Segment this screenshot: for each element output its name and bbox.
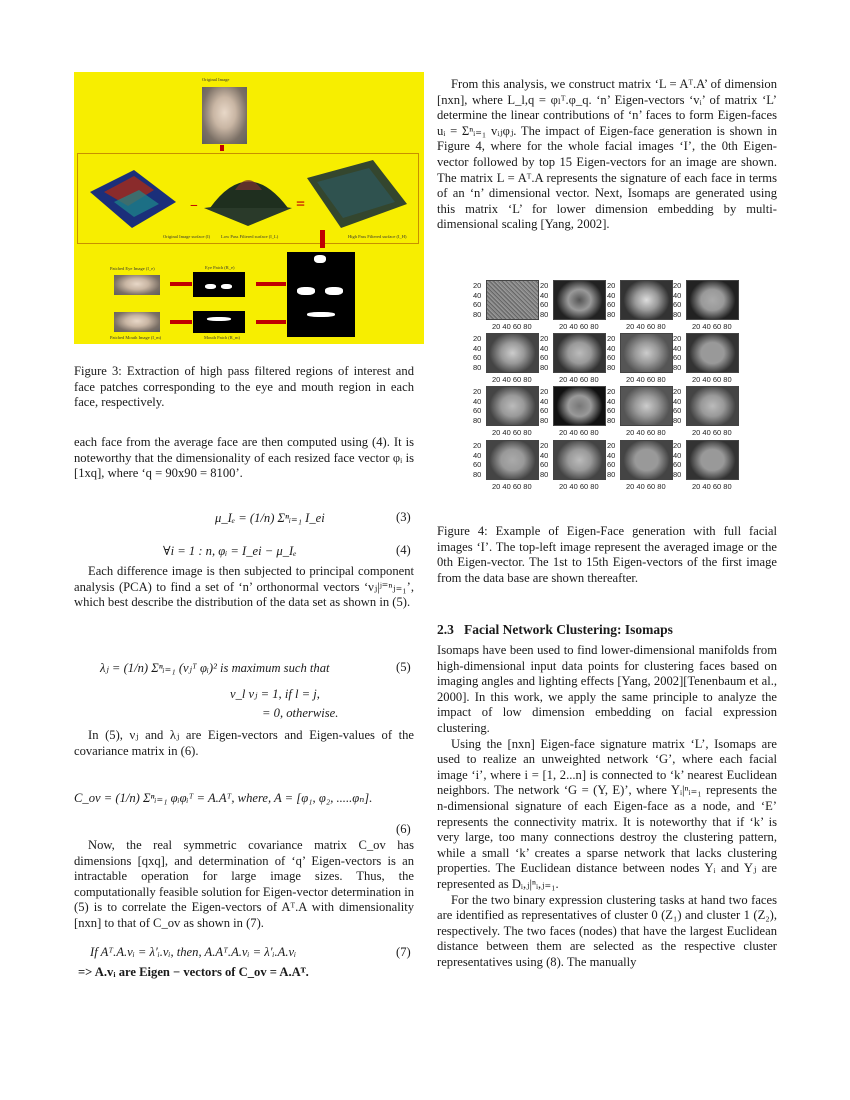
y-tick-label: 80	[673, 362, 682, 372]
patched-mouth-image	[114, 312, 160, 332]
eye-patch-image	[193, 272, 245, 297]
section-heading	[437, 622, 673, 638]
y-tick-label: 40	[473, 290, 482, 300]
y-tick-label: 60	[473, 300, 482, 309]
y-tick-label: 80	[473, 362, 482, 372]
y-tick-label: 20	[473, 441, 482, 450]
y-tick-labels	[540, 441, 548, 479]
x-tick-labels: 20 40 60 80	[492, 482, 532, 491]
y-tick-label: 40	[473, 396, 482, 406]
x-tick-labels: 20 40 60 80	[692, 322, 732, 331]
eigenface-image	[620, 333, 673, 373]
y-tick-label: 80	[673, 415, 682, 425]
paragraph-text: each face from the average face are then computed using (4). It is noteworthy that the dimensionality of each resized face vector φᵢ is [1xq], where ‘q = 90x90 = 8100’.	[74, 435, 414, 481]
figure-4	[473, 272, 750, 498]
eigenface-image	[553, 386, 606, 426]
x-tick-labels: 20 40 60 80	[492, 375, 532, 384]
y-tick-label: 60	[607, 406, 616, 415]
y-tick-label: 20	[607, 441, 616, 450]
label-patched-mouth: Patched Mouth Image (I_m)	[110, 335, 162, 340]
y-tick-label: 60	[673, 406, 682, 415]
label-patched-eye: Patched Eye Image (I_e)	[110, 266, 155, 271]
arrow-left-icon	[256, 282, 286, 286]
eigenface-image	[620, 280, 673, 320]
equation-5-line-2: ν_l νⱼ = 1, if l = j,	[230, 687, 320, 701]
y-tick-label: 20	[473, 281, 482, 290]
eigenface-image	[486, 440, 539, 480]
eigenface-image	[486, 386, 539, 426]
equation-7-line-2: => A.vᵢ are Eigen − vectors of C_ov = A.Aᵀ.	[78, 965, 309, 979]
y-tick-label: 20	[607, 387, 616, 396]
equation-6: C_ov = (1/n) Σⁿᵢ₌₁ φᵢφᵢᵀ = A.Aᵀ, where, A = [φ₁, φ₂, .....φₙ].	[74, 791, 373, 805]
x-tick-labels: 20 40 60 80	[692, 482, 732, 491]
eigenface-image	[553, 280, 606, 320]
high-pass-surface-plot	[303, 158, 411, 236]
x-tick-labels: 20 40 60 80	[626, 322, 666, 331]
x-tick-labels: 20 40 60 80	[626, 482, 666, 491]
figure-3-caption: Figure 3: Extraction of high pass filtered regions of interest and face patches corresponding to the eye and mouth region in each face, respectively.	[74, 364, 414, 410]
equation-5-line-3: = 0, otherwise.	[262, 706, 339, 720]
original-surface-plot	[84, 162, 180, 234]
y-tick-labels	[673, 441, 681, 479]
y-tick-label: 60	[540, 353, 549, 362]
y-tick-label: 60	[473, 353, 482, 362]
label-original-image: Original Image	[202, 77, 230, 82]
equation-6-number: (6)	[396, 822, 411, 836]
paragraph	[74, 564, 414, 611]
arrow-down-icon	[220, 145, 224, 151]
section-number: 2.3	[437, 622, 454, 637]
y-tick-label: 20	[673, 334, 682, 343]
x-tick-labels: 20 40 60 80	[626, 428, 666, 437]
y-tick-label: 40	[673, 450, 682, 460]
eigenface-image	[553, 333, 606, 373]
y-tick-labels	[540, 387, 548, 425]
y-tick-label: 80	[473, 469, 482, 479]
y-tick-label: 60	[607, 353, 616, 362]
y-tick-label: 40	[673, 290, 682, 300]
eigenface-image	[686, 280, 739, 320]
equation-5: λⱼ = (1/n) Σⁿᵢ₌₁ (νⱼᵀ φᵢ)² is maximum such that	[100, 661, 330, 675]
y-tick-labels	[673, 281, 681, 319]
equation-7-number: (7)	[396, 945, 411, 959]
eigenface-image	[620, 386, 673, 426]
paragraph-text: Using the [nxn] Eigen-face signature matrix ‘L’, Isomaps are used to realize an unweighted network ‘G’, where each facial image ‘i’, where i = [1, 2...n] is connected to ‘k’ nearest Euclidean neighbors. The network ‘G = (Y, E)’, where Yᵢ|ⁿᵢ₌₁ represents the n-dimensional signature of each Eigen-face as a node, and ‘E’ represents the connectivity matrix. It is noteworthy that if ‘k’ is very large, too many connections destroy the clustering pattern, while a small ‘k’ creates a sparse network that lacks clustering properties. The Euclidean distance between nodes Yᵢ and Yⱼ are represented as Dᵢ,ⱼ|ⁿᵢ,ⱼ₌₁.	[437, 736, 777, 891]
y-tick-label: 40	[540, 450, 549, 460]
y-tick-labels	[607, 281, 615, 319]
label-mouth-patch: Mouth Patch (R_m)	[204, 335, 240, 340]
y-tick-label: 80	[607, 469, 616, 479]
section-body	[437, 643, 777, 970]
paragraph	[74, 838, 414, 932]
paragraph-text: Now, the real symmetric covariance matrix C_ov has dimensions [qxq], and determination of ‘q’ Eigen-vectors is an intractable operation for large image sizes. Thus, the computationally feasible solution for Eigen-vector determination in (5) is to correlate the Eigen-vectors of Aᵀ.A with dimensionality [nxn] to that of C_ov as shown in (7).	[74, 838, 414, 930]
arrow-left-icon	[170, 320, 192, 324]
y-tick-label: 40	[473, 450, 482, 460]
x-tick-labels: 20 40 60 80	[559, 375, 599, 384]
y-tick-labels	[473, 387, 481, 425]
y-tick-label: 20	[607, 281, 616, 290]
section-title: Facial Network Clustering: Isomaps	[464, 622, 673, 637]
y-tick-label: 40	[607, 396, 616, 406]
y-tick-labels	[540, 334, 548, 372]
y-tick-label: 20	[673, 281, 682, 290]
arrow-left-icon	[170, 282, 192, 286]
y-tick-label: 20	[540, 281, 549, 290]
y-tick-label: 20	[540, 441, 549, 450]
x-tick-labels: 20 40 60 80	[559, 428, 599, 437]
y-tick-label: 80	[540, 309, 549, 319]
equation-3: μ_Iₑ = (1/n) Σⁿᵢ₌₁ I_ei	[215, 511, 325, 525]
paragraph-text: Each difference image is then subjected to principal component analysis (PCA) to find a set of ‘n’ orthonormal vectors ‘νⱼ|ʲ⁼ⁿⱼ₌₁’, which best describe the distribution of the data set as shown in (5).	[74, 564, 414, 610]
y-tick-label: 60	[673, 460, 682, 469]
paragraph-text: Isomaps have been used to find lower-dimensional manifolds from high-dimensional input data points for clustering faces based on imaging angles and lighting effects [Yang, 2002][Tenenbaum et al., 2000]. In this work, we apply the same principle to analyze the impact of low dimension embedding on facial expression clustering.	[437, 643, 777, 735]
label-original-surface: Original Image surface (I)	[163, 234, 211, 239]
y-tick-label: 80	[607, 415, 616, 425]
y-tick-label: 40	[673, 343, 682, 353]
y-tick-label: 60	[673, 300, 682, 309]
y-tick-labels	[607, 441, 615, 479]
equation-4-number: (4)	[396, 543, 411, 557]
patched-eye-image	[114, 275, 160, 295]
y-tick-labels	[473, 281, 481, 319]
y-tick-label: 40	[673, 396, 682, 406]
y-tick-label: 80	[673, 309, 682, 319]
y-tick-label: 20	[607, 334, 616, 343]
y-tick-label: 60	[673, 353, 682, 362]
label-eye-patch: Eye Patch (R_e)	[205, 265, 235, 270]
equation-5-number: (5)	[396, 660, 411, 674]
y-tick-labels	[607, 334, 615, 372]
y-tick-labels	[473, 334, 481, 372]
y-tick-label: 60	[607, 300, 616, 309]
eigenface-image	[553, 440, 606, 480]
y-tick-label: 80	[607, 309, 616, 319]
equation-4: ∀i = 1 : n, φᵢ = I_ei − μ_Iₑ	[163, 544, 297, 558]
y-tick-label: 80	[473, 309, 482, 319]
arrow-left-icon	[256, 320, 286, 324]
y-tick-label: 40	[540, 290, 549, 300]
x-tick-labels: 20 40 60 80	[692, 375, 732, 384]
y-tick-label: 80	[607, 362, 616, 372]
y-tick-label: 40	[473, 343, 482, 353]
x-tick-labels: 20 40 60 80	[559, 322, 599, 331]
y-tick-label: 80	[540, 469, 549, 479]
x-tick-labels: 20 40 60 80	[492, 428, 532, 437]
y-tick-label: 20	[473, 387, 482, 396]
y-tick-label: 40	[540, 343, 549, 353]
equals-sign: =	[296, 196, 306, 213]
paragraph-text: In (5), νⱼ and λⱼ are Eigen-vectors and Eigen-values of the covariance matrix in (6).	[74, 728, 414, 758]
y-tick-label: 60	[540, 460, 549, 469]
y-tick-labels	[540, 281, 548, 319]
arrow-down-icon	[320, 230, 325, 248]
y-tick-label: 80	[540, 362, 549, 372]
paragraph	[74, 435, 414, 482]
y-tick-label: 60	[473, 460, 482, 469]
paragraph-text: From this analysis, we construct matrix ‘L = Aᵀ.A’ of dimension [nxn], where L_l,q = φₗᵀ.φ_q. ‘n’ Eigen-vectors ‘vᵢ’ of matrix ‘L’ determine the linear contributions of ‘n’ faces to form Eigen-faces uᵢ = Σⁿᵢ₌₁ vᵢⱼφⱼ. The impact of Eigen-face generation is shown in Figure 4, where for the whole facial images ‘I’, the 0th Eigen-vector followed by top 15 Eigen-vectors for an image are shown. The matrix L = Aᵀ.A represents the signature of each face in terms of an ‘n’ dimensional vector. Next, Isomaps are generated using this matrix ‘L’ for lower dimension embedding by multi-dimensional scaling [Yang, 2002].	[437, 77, 777, 232]
x-tick-labels: 20 40 60 80	[692, 428, 732, 437]
low-pass-surface-plot	[200, 160, 295, 228]
high-pass-binary-image	[287, 252, 355, 337]
y-tick-label: 20	[540, 334, 549, 343]
paragraph	[74, 728, 414, 759]
equation-3-number: (3)	[396, 510, 411, 524]
y-tick-label: 40	[607, 343, 616, 353]
y-tick-label: 40	[607, 450, 616, 460]
x-tick-labels: 20 40 60 80	[626, 375, 666, 384]
average-face-image	[486, 280, 539, 320]
y-tick-label: 80	[673, 469, 682, 479]
y-tick-labels	[673, 387, 681, 425]
paragraph-text: For the two binary expression clustering tasks at hand two faces are identified as representatives of cluster 0 (Z₁) and cluster 1 (Z₂), respectively. The two faces (nodes) that have the largest Euclidean distance between them are selected as the respective cluster representatives using (8). The manually	[437, 892, 777, 969]
x-tick-labels: 20 40 60 80	[492, 322, 532, 331]
y-tick-label: 60	[607, 460, 616, 469]
label-low-pass: Low Pass Filtered surface (I_L)	[221, 234, 279, 239]
eigenface-image	[686, 333, 739, 373]
y-tick-label: 60	[540, 406, 549, 415]
label-high-pass: High Pass Filtered surface (I_H)	[348, 234, 407, 239]
equation-7: If Aᵀ.A.vᵢ = λ′ᵢ.vᵢ, then, A.Aᵀ.A.vᵢ = λ′ᵢ.A.vᵢ	[90, 945, 297, 959]
y-tick-label: 20	[473, 334, 482, 343]
figure-4-caption: Figure 4: Example of Eigen-Face generation with full facial images ‘I’. The top-left image represent the averaged image or the 0th Eigen-vector. The 1st to 15th Eigen-vectors of the first image from the data base are shown thereafter.	[437, 524, 777, 585]
y-tick-labels	[673, 334, 681, 372]
y-tick-labels	[473, 441, 481, 479]
y-tick-label: 80	[540, 415, 549, 425]
y-tick-label: 20	[673, 441, 682, 450]
paragraph	[437, 77, 777, 233]
eigenface-image	[686, 440, 739, 480]
surface-panel	[77, 153, 419, 244]
y-tick-label: 20	[673, 387, 682, 396]
y-tick-labels	[607, 387, 615, 425]
eigenface-image	[620, 440, 673, 480]
y-tick-label: 60	[540, 300, 549, 309]
mouth-patch-image	[193, 311, 245, 333]
x-tick-labels: 20 40 60 80	[559, 482, 599, 491]
y-tick-label: 40	[540, 396, 549, 406]
minus-sign: −	[190, 199, 198, 214]
y-tick-label: 40	[607, 290, 616, 300]
original-face-image	[202, 87, 247, 144]
y-tick-label: 80	[473, 415, 482, 425]
eigenface-image	[486, 333, 539, 373]
y-tick-label: 20	[540, 387, 549, 396]
y-tick-label: 60	[473, 406, 482, 415]
eigenface-image	[686, 386, 739, 426]
figure-3	[74, 72, 424, 344]
